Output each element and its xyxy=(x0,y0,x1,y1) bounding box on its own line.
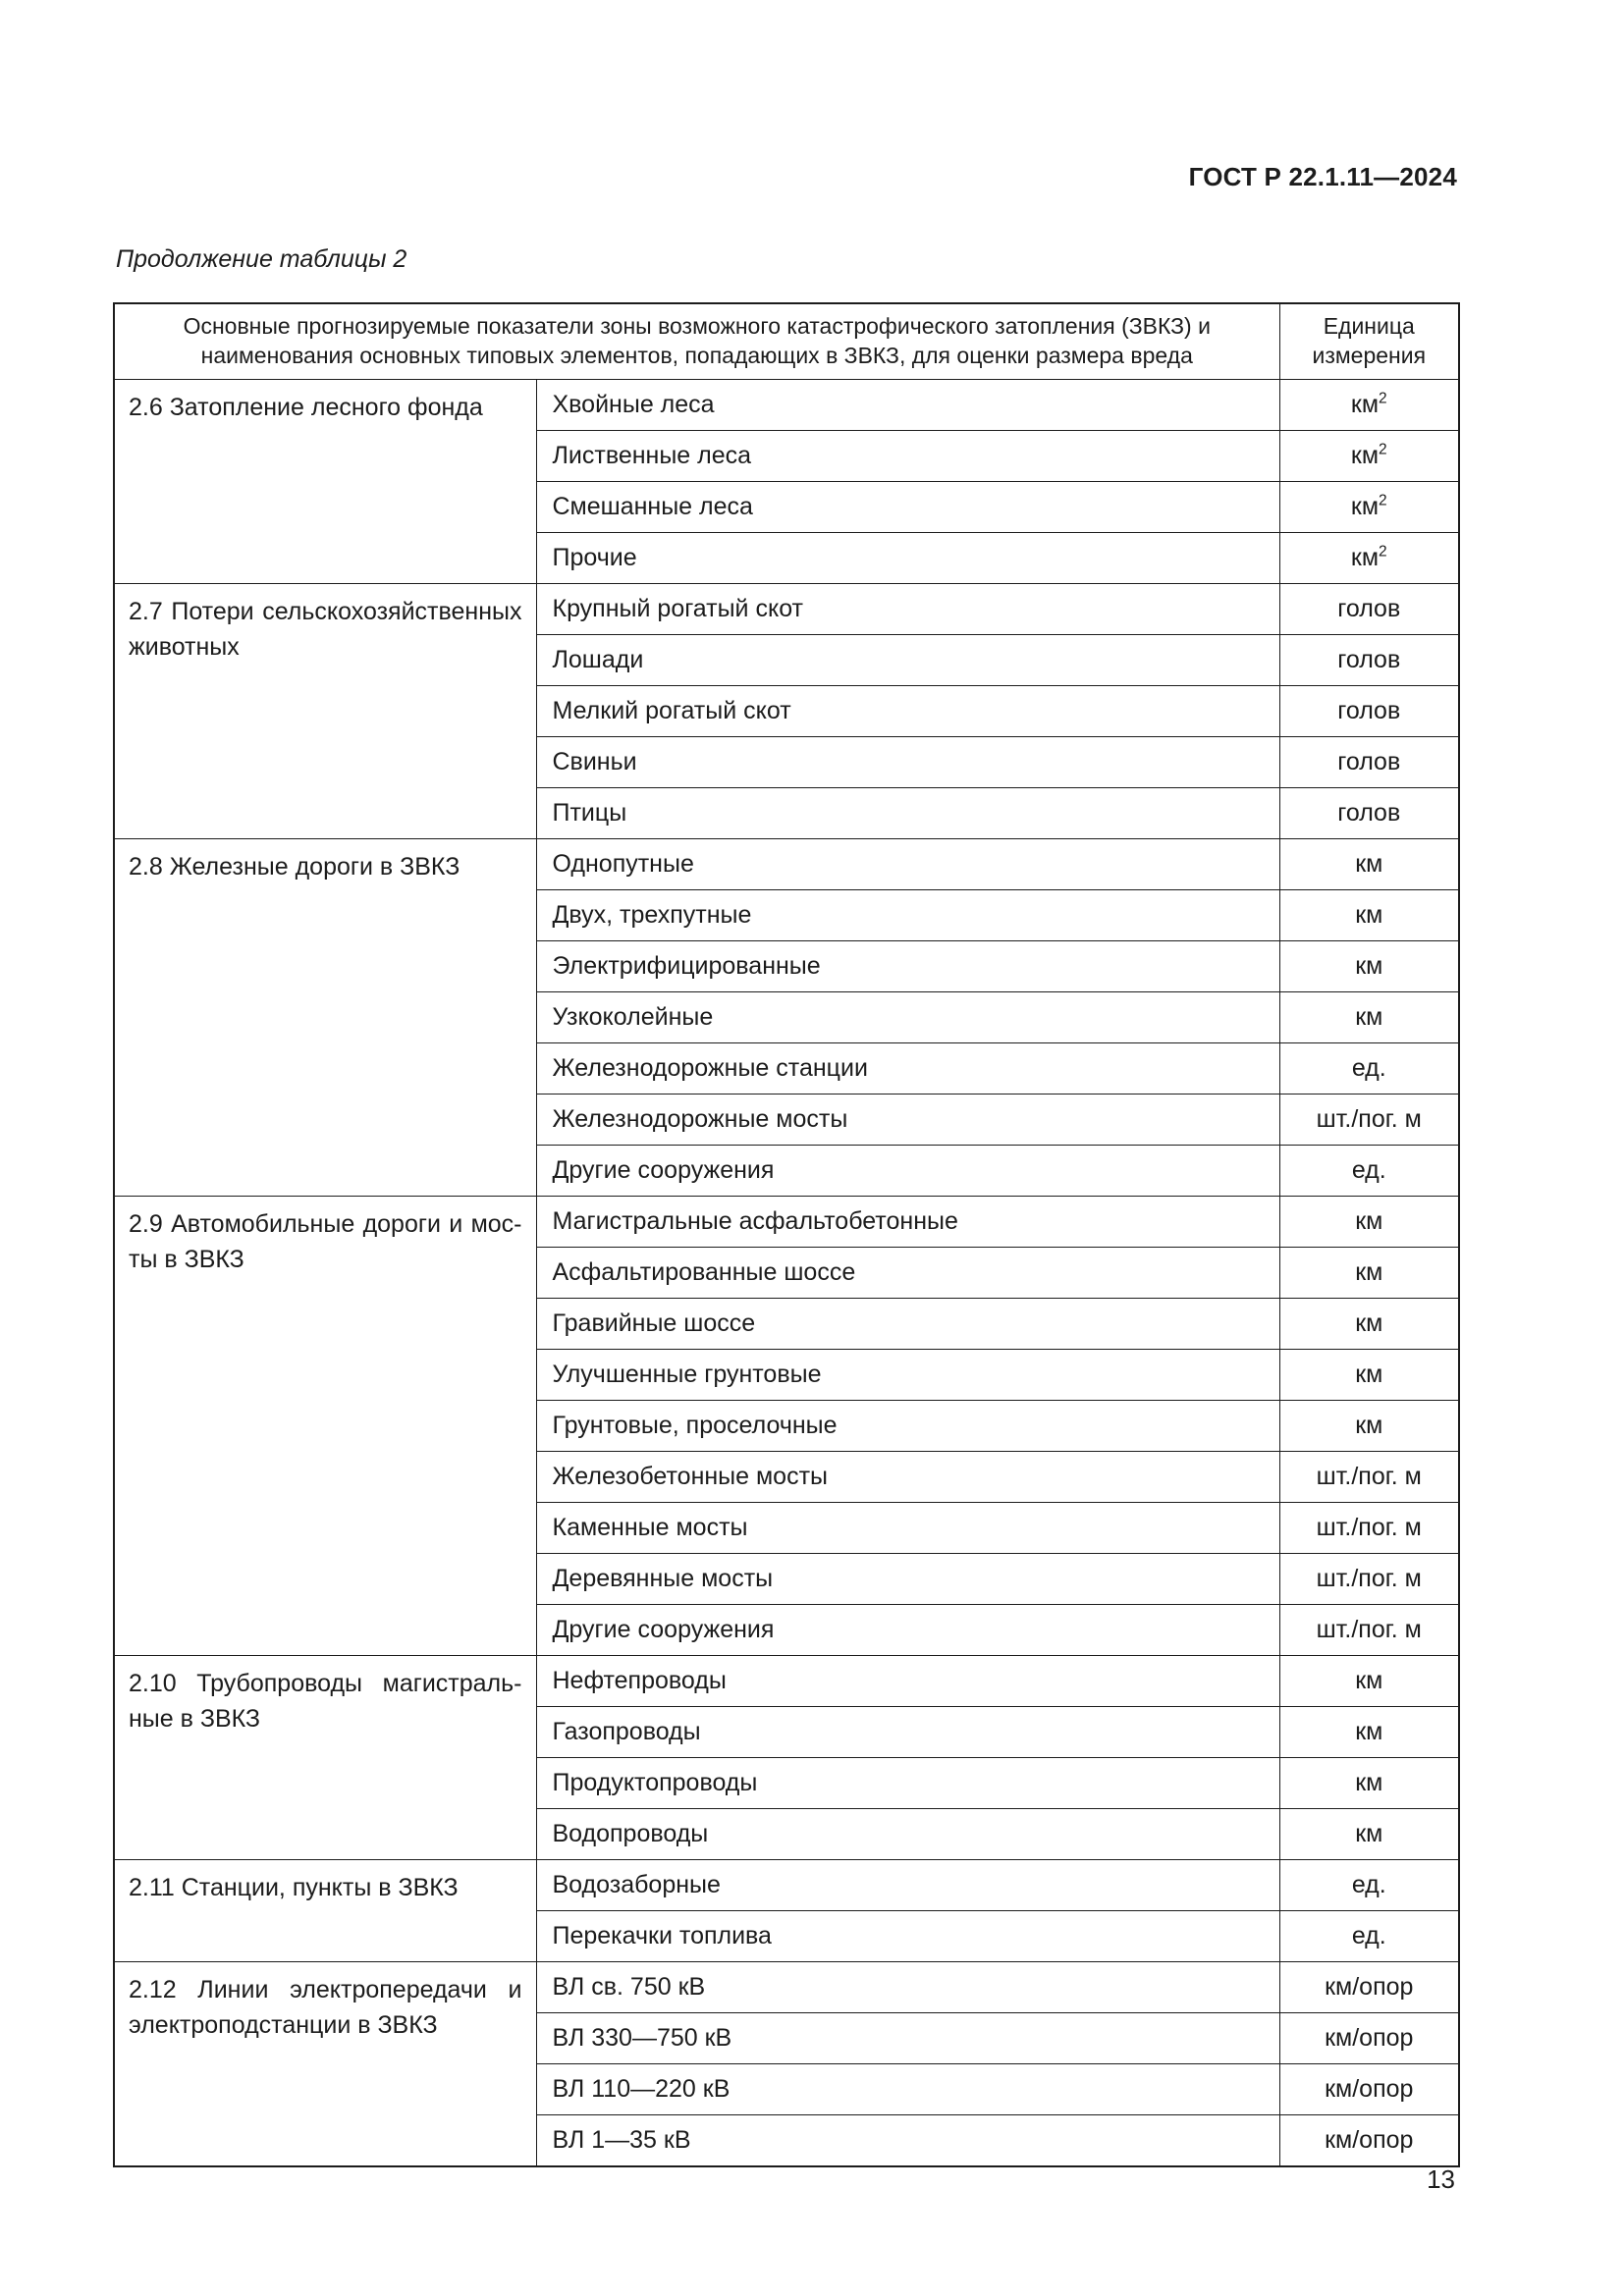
table-header-unit: Единица измерения xyxy=(1279,303,1459,379)
unit-superscript: 2 xyxy=(1379,390,1387,407)
item-label: Гравийные шоссе xyxy=(536,1298,1279,1349)
table-row xyxy=(114,1655,1459,1706)
group-label: 2.6 Затопление лесного фонда xyxy=(114,379,536,583)
item-label: Железобетонные мосты xyxy=(536,1451,1279,1502)
item-unit: шт./пог. м xyxy=(1279,1553,1459,1604)
item-label: Продуктопроводы xyxy=(536,1757,1279,1808)
item-label: Лиственные леса xyxy=(536,430,1279,481)
item-label: Перекачки топлива xyxy=(536,1910,1279,1961)
item-unit: шт./пог. м xyxy=(1279,1094,1459,1145)
item-label: ВЛ св. 750 кВ xyxy=(536,1961,1279,2012)
item-unit: ед. xyxy=(1279,1910,1459,1961)
item-unit: км xyxy=(1279,1655,1459,1706)
item-label: Прочие xyxy=(536,532,1279,583)
item-unit: ед. xyxy=(1279,1042,1459,1094)
item-label: Смешанные леса xyxy=(536,481,1279,532)
item-unit: км/опор xyxy=(1279,1961,1459,2012)
table-row xyxy=(114,1196,1459,1247)
item-unit: $км^2$ xyxy=(1279,379,1459,430)
item-label: Деревянные мосты xyxy=(536,1553,1279,1604)
item-unit: голов xyxy=(1279,685,1459,736)
item-label: Улучшенные грунтовые xyxy=(536,1349,1279,1400)
item-unit: шт./пог. м xyxy=(1279,1502,1459,1553)
item-unit: км/опор xyxy=(1279,2114,1459,2166)
group-label: 2.12 Линии электропередачи и электроподстанции в ЗВКЗ xyxy=(114,1961,536,2166)
item-unit: км xyxy=(1279,1400,1459,1451)
item-unit: голов xyxy=(1279,736,1459,787)
table-2-continuation xyxy=(113,302,1460,2167)
item-label: ВЛ 330—750 кВ xyxy=(536,2012,1279,2063)
item-unit: ед. xyxy=(1279,1859,1459,1910)
item-label: Газопроводы xyxy=(536,1706,1279,1757)
item-label: Каменные мосты xyxy=(536,1502,1279,1553)
item-label: Двух, трехпутные xyxy=(536,889,1279,940)
item-unit: $км^2$ xyxy=(1279,430,1459,481)
item-unit: км xyxy=(1279,838,1459,889)
table-row xyxy=(114,1961,1459,2012)
item-label: Свиньи xyxy=(536,736,1279,787)
item-label: Лошади xyxy=(536,634,1279,685)
item-label: Водопроводы xyxy=(536,1808,1279,1859)
item-unit: км xyxy=(1279,1349,1459,1400)
table-header-row xyxy=(114,303,1459,379)
item-label: Железнодорожные станции xyxy=(536,1042,1279,1094)
table-body xyxy=(114,379,1459,2166)
item-label: Другие сооружения xyxy=(536,1145,1279,1196)
table-row xyxy=(114,583,1459,634)
item-label: Птицы xyxy=(536,787,1279,838)
item-label: Водозаборные xyxy=(536,1859,1279,1910)
table-row xyxy=(114,379,1459,430)
group-label: 2.7 Потери сельскохозяйственных животных xyxy=(114,583,536,838)
item-unit: ед. xyxy=(1279,1145,1459,1196)
item-label: Хвойные леса xyxy=(536,379,1279,430)
unit-superscript: 2 xyxy=(1379,543,1387,561)
item-unit: км xyxy=(1279,1808,1459,1859)
item-unit: км xyxy=(1279,1706,1459,1757)
table-row xyxy=(114,838,1459,889)
item-label: Железнодорожные мосты xyxy=(536,1094,1279,1145)
page-number: 13 xyxy=(1427,2164,1455,2194)
item-unit: голов xyxy=(1279,787,1459,838)
item-unit: км xyxy=(1279,1757,1459,1808)
document-title: ГОСТ Р 22.1.11—2024 xyxy=(1188,162,1457,191)
item-label: ВЛ 1—35 кВ xyxy=(536,2114,1279,2166)
unit-superscript: 2 xyxy=(1379,492,1387,509)
table-header-main: Основные прогнозируемые показатели зоны возможного катастрофического затопления (ЗВКЗ) и наименования основных типовых элементов, попадающих в ЗВКЗ, для оценки размера вреда xyxy=(114,303,1279,379)
item-unit: $км^2$ xyxy=(1279,532,1459,583)
item-unit: км xyxy=(1279,1247,1459,1298)
item-label: Крупный рогатый скот xyxy=(536,583,1279,634)
item-label: Асфальтированные шоссе xyxy=(536,1247,1279,1298)
item-label: Магистральные асфальтобетонные xyxy=(536,1196,1279,1247)
table-caption: Продолжение таблицы 2 xyxy=(116,245,407,273)
item-label: Другие сооружения xyxy=(536,1604,1279,1655)
unit-superscript: 2 xyxy=(1379,441,1387,458)
item-label: Однопутные xyxy=(536,838,1279,889)
group-label: 2.9 Автомобильные дороги и мосты в ЗВКЗ xyxy=(114,1196,536,1655)
item-unit: км/опор xyxy=(1279,2063,1459,2114)
item-unit: шт./пог. м xyxy=(1279,1604,1459,1655)
item-unit: голов xyxy=(1279,634,1459,685)
item-unit: $км^2$ xyxy=(1279,481,1459,532)
item-label: ВЛ 110—220 кВ xyxy=(536,2063,1279,2114)
group-label: 2.10 Трубопроводы магистральные в ЗВКЗ xyxy=(114,1655,536,1859)
item-unit: км/опор xyxy=(1279,2012,1459,2063)
item-unit: км xyxy=(1279,1298,1459,1349)
item-unit: км xyxy=(1279,991,1459,1042)
item-label: Нефтепроводы xyxy=(536,1655,1279,1706)
item-unit: км xyxy=(1279,1196,1459,1247)
item-unit: голов xyxy=(1279,583,1459,634)
item-label: Электрифицированные xyxy=(536,940,1279,991)
item-label: Мелкий рогатый скот xyxy=(536,685,1279,736)
item-label: Узкоколейные xyxy=(536,991,1279,1042)
item-unit: км xyxy=(1279,889,1459,940)
group-label: 2.8 Железные дороги в ЗВКЗ xyxy=(114,838,536,1196)
item-label: Грунтовые, проселочные xyxy=(536,1400,1279,1451)
item-unit: шт./пог. м xyxy=(1279,1451,1459,1502)
table-row xyxy=(114,1859,1459,1910)
item-unit: км xyxy=(1279,940,1459,991)
group-label: 2.11 Станции, пункты в ЗВКЗ xyxy=(114,1859,536,1961)
